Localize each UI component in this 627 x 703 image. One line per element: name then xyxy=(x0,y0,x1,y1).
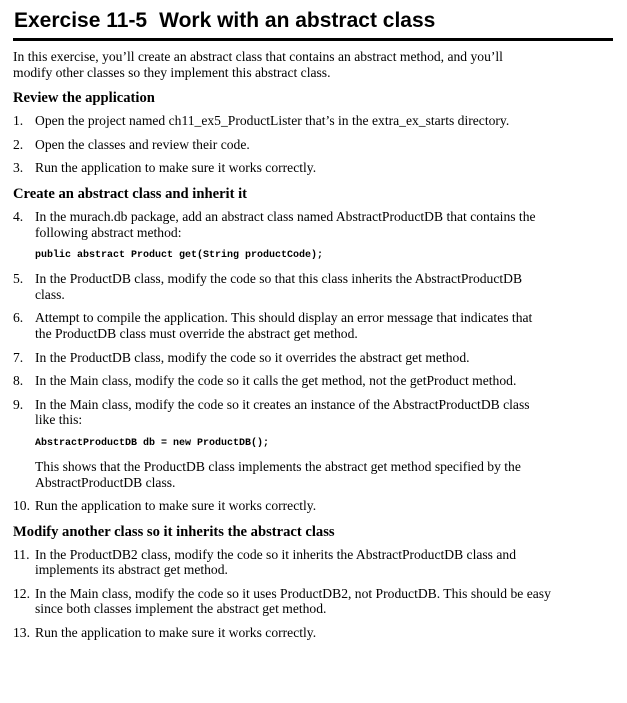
step-number: 6. xyxy=(13,310,24,326)
step-followup-text: This shows that the ProductDB class implements the abstract get method specified by the AbstractProductDB class. xyxy=(35,458,521,490)
step-number: 1. xyxy=(13,113,24,129)
section-heading-review: Review the application xyxy=(13,90,155,107)
step-text: Open the classes and review their code. xyxy=(35,136,250,152)
step-12 xyxy=(13,586,551,617)
step-text: In the Main class, modify the code so it calls the get method, not the getProduct method. xyxy=(35,373,517,389)
step-text: Run the application to make sure it works correctly. xyxy=(35,625,317,641)
step-number: 4. xyxy=(13,208,24,224)
code-snippet: public abstract Product get(String productCode); xyxy=(35,250,324,262)
step-3 xyxy=(13,160,551,176)
step-number: 9. xyxy=(13,396,24,412)
step-1 xyxy=(13,113,551,129)
step-6 xyxy=(13,310,551,341)
step-text: In the ProductDB class, modify the code so that this class inherits the AbstractProductDB class. xyxy=(35,271,523,302)
step-7 xyxy=(13,350,551,366)
step-number: 13. xyxy=(13,625,30,641)
step-number: 5. xyxy=(13,271,24,287)
step-11 xyxy=(13,547,551,578)
step-number: 3. xyxy=(13,160,24,176)
exercise-body xyxy=(13,49,613,641)
step-2 xyxy=(13,137,551,153)
code-snippet: AbstractProductDB db = new ProductDB(); xyxy=(35,437,270,449)
step-text: Run the application to make sure it works correctly. xyxy=(35,498,317,514)
steps-modify xyxy=(13,547,613,641)
step-number: 10. xyxy=(13,498,30,514)
step-number: 11. xyxy=(13,546,30,562)
step-text: Attempt to compile the application. This should display an error message that indicates that the ProductDB class must override the abstract get method. xyxy=(35,310,533,341)
exercise-number: Exercise 11-5 xyxy=(14,9,148,32)
steps-review xyxy=(13,113,613,176)
step-8 xyxy=(13,373,551,389)
page-title xyxy=(13,8,613,41)
step-text: In the Main class, modify the code so it uses ProductDB2, not ProductDB. This should be easy since both classes implement the abstract get method. xyxy=(35,585,551,617)
steps-create xyxy=(13,209,613,514)
step-number: 8. xyxy=(13,373,24,389)
step-4 xyxy=(13,209,551,262)
step-text: Open the project named ch11_ex5_ProductLister that’s in the extra_ex_starts directory. xyxy=(35,113,510,129)
step-number: 2. xyxy=(13,136,24,152)
step-text: In the murach.db package, add an abstract class named AbstractProductDB that contains the following abstract method: xyxy=(35,208,536,240)
step-text: In the Main class, modify the code so it creates an instance of the AbstractProductDB class like this: xyxy=(35,396,530,428)
step-text: In the ProductDB class, modify the code so it overrides the abstract get method. xyxy=(35,349,470,365)
section-heading-modify: Modify another class so it inherits the abstract class xyxy=(13,523,335,540)
exercise-page xyxy=(13,8,613,649)
step-9 xyxy=(13,397,551,490)
step-number: 12. xyxy=(13,585,30,601)
step-number: 7. xyxy=(13,349,24,365)
step-text: Run the application to make sure it works correctly. xyxy=(35,160,317,176)
step-5 xyxy=(13,271,551,302)
intro-paragraph: In this exercise, you’ll create an abstract class that contains an abstract method, and you’ll modify other classes so they implement this abstract class. xyxy=(13,49,503,80)
step-10 xyxy=(13,498,551,514)
step-text: In the ProductDB2 class, modify the code so it inherits the AbstractProductDB class and implements its abstract get method. xyxy=(35,546,516,578)
section-heading-create: Create an abstract class and inherit it xyxy=(13,185,248,202)
exercise-title: Work with an abstract class xyxy=(159,9,436,32)
step-13 xyxy=(13,625,551,641)
